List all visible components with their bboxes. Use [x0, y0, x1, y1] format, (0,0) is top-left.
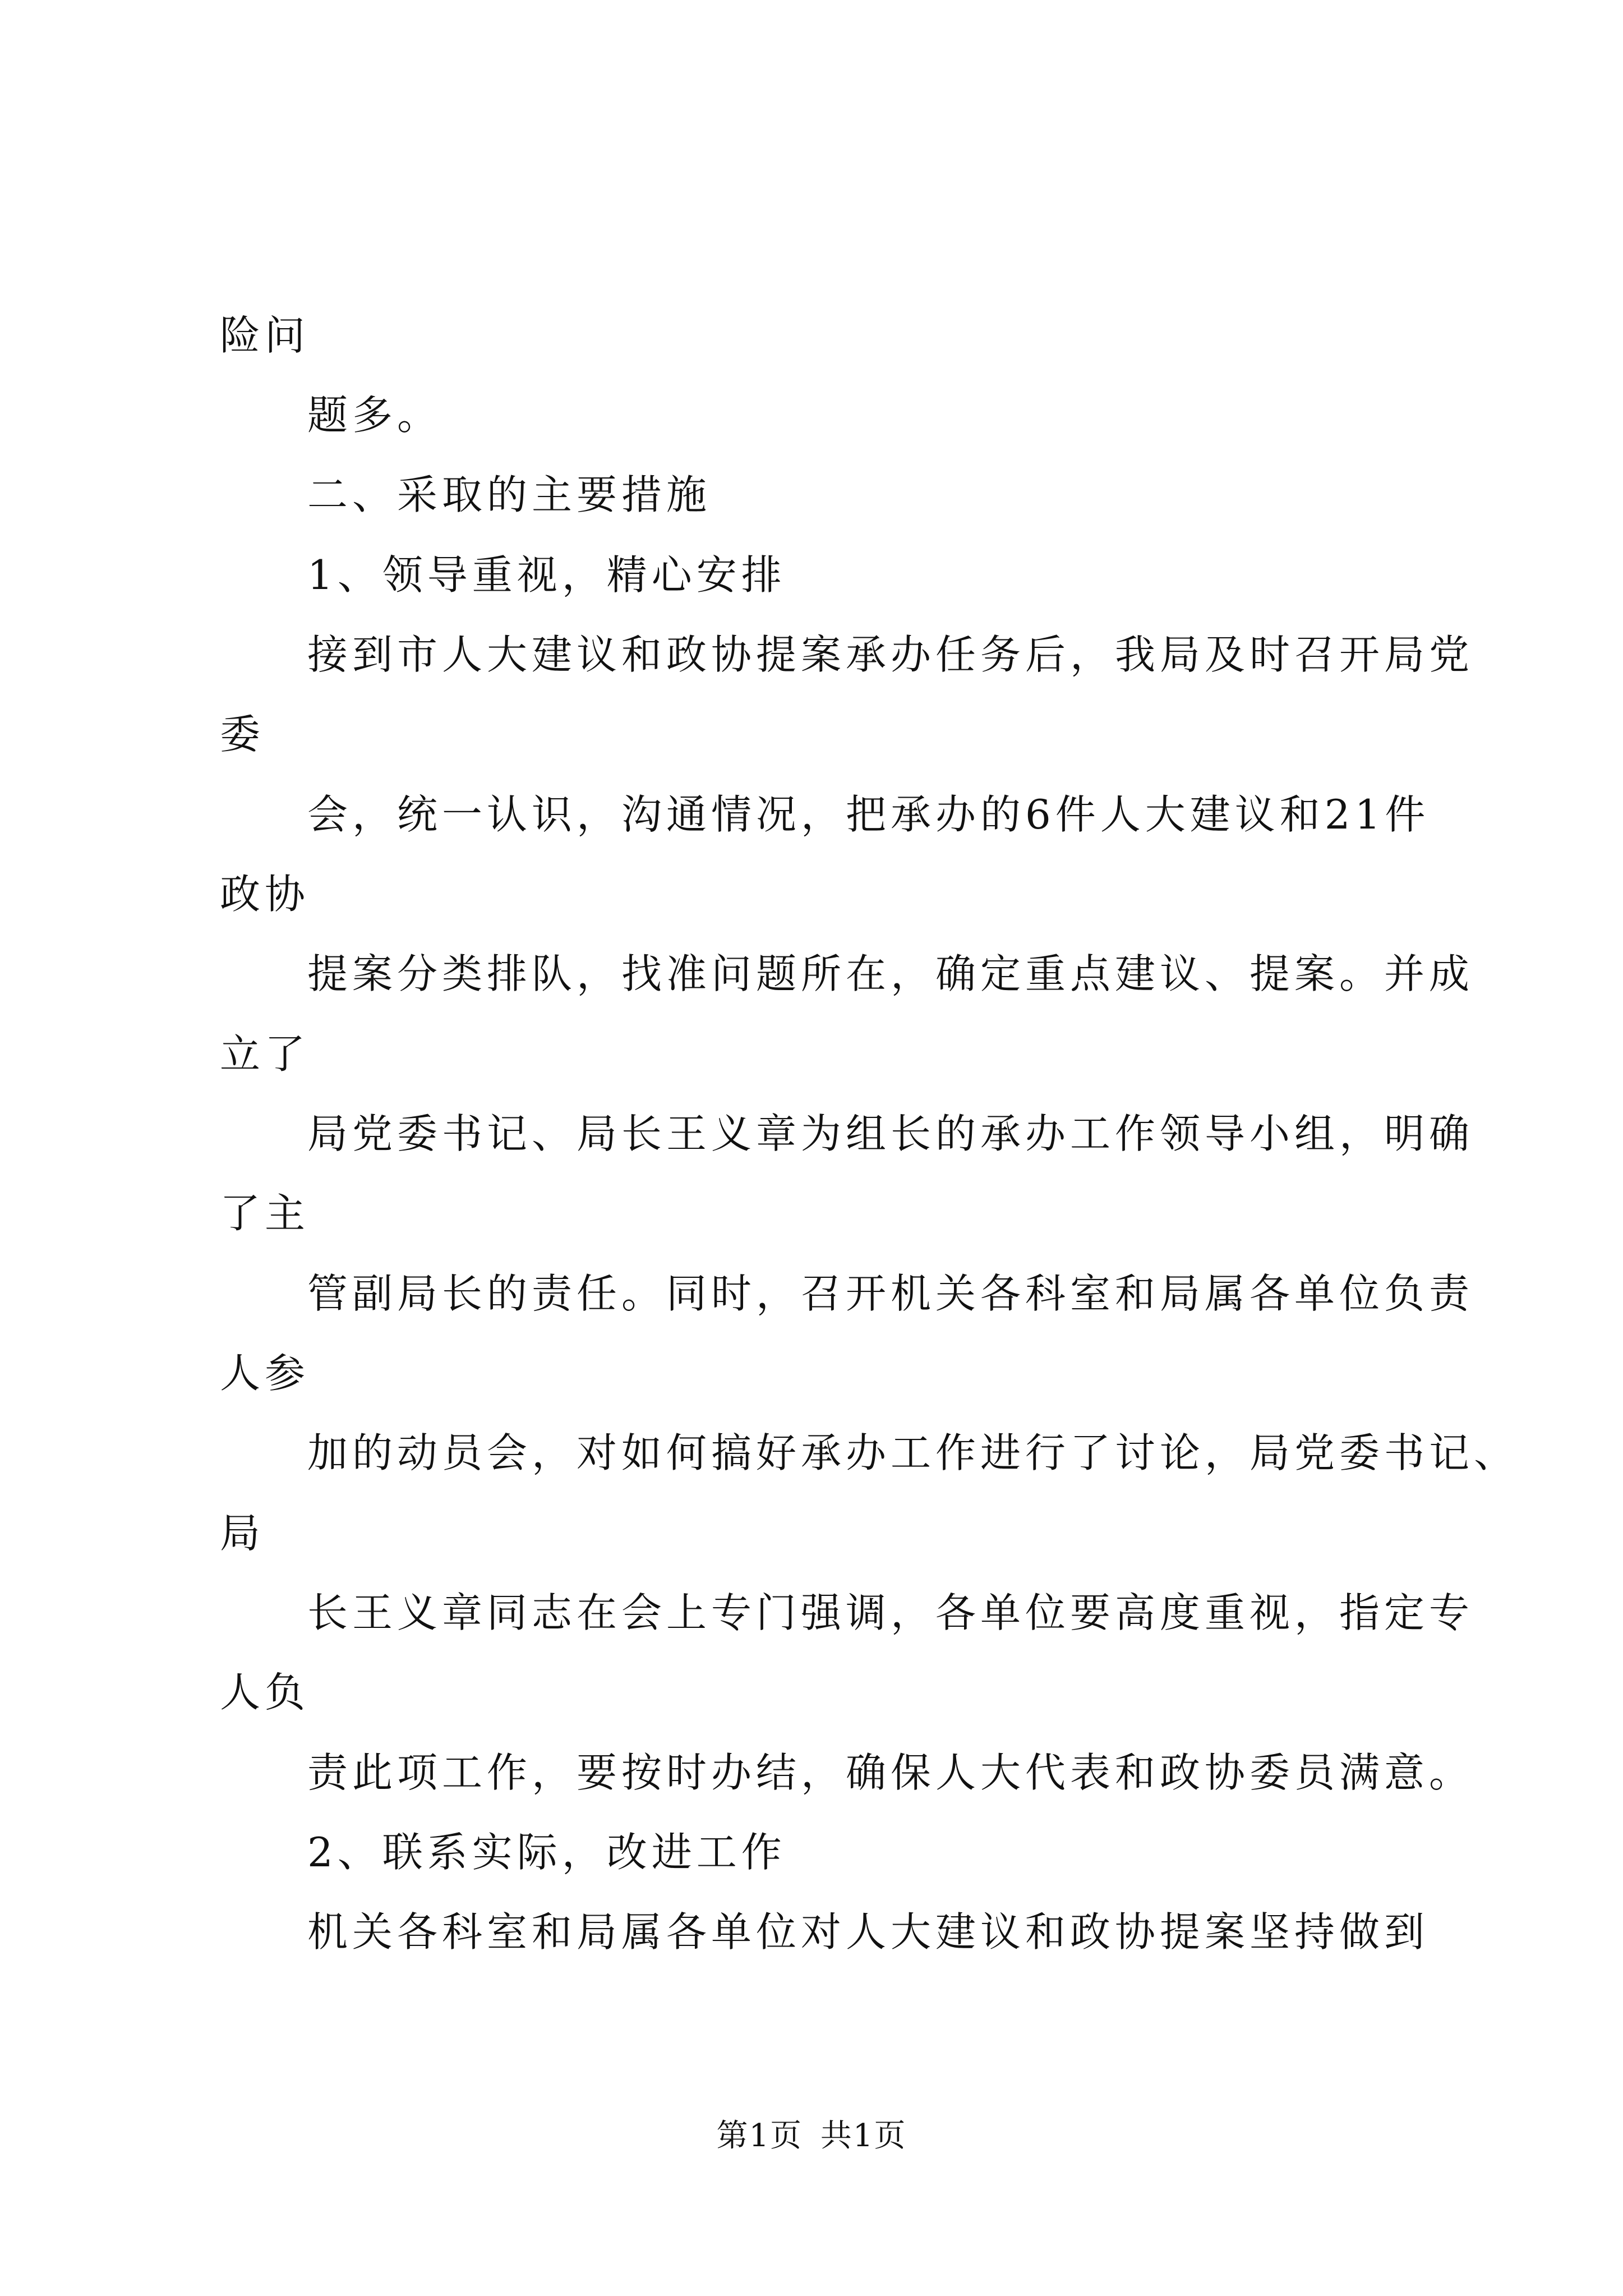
text-line: 题多。: [307, 392, 442, 439]
text-line: 提案分类排队，找准问题所在，确定重点建议、提案。并成: [307, 950, 1474, 997]
text-line: 机关各科室和局属各单位对人大建议和政协提案坚持做到: [307, 1908, 1430, 1955]
text-line: 接到市人大建议和政协提案承办任务后，我局及时召开局党: [307, 631, 1474, 678]
section-heading: 二、采取的主要措施: [307, 471, 712, 518]
page-number: 第1页: [716, 2118, 803, 2154]
page-footer: [0, 2114, 1623, 2159]
text-line: 立了: [220, 1030, 310, 1078]
text-line: 政协: [220, 871, 310, 918]
text-line: 人参: [220, 1350, 310, 1397]
text-line: 加的动员会，对如何搞好承办工作进行了讨论，局党委书记、: [307, 1429, 1519, 1476]
text-line: 会，统一认识，沟通情况，把承办的6件人大建议和21件: [307, 791, 1430, 838]
text-line: 险问: [220, 312, 310, 359]
subsection-heading: 2、联系实际，改进工作: [307, 1829, 786, 1876]
text-line: 局: [220, 1510, 265, 1557]
text-line: 了主: [220, 1190, 310, 1237]
text-line: 委: [220, 711, 265, 758]
text-line: 人负: [220, 1669, 310, 1716]
subsection-heading: 1、领导重视，精心安排: [307, 551, 786, 599]
text-line: 责此项工作，要按时办结，确保人大代表和政协委员满意。: [307, 1749, 1474, 1796]
text-line: 管副局长的责任。同时，召开机关各科室和局属各单位负责: [307, 1270, 1474, 1317]
page-total: 共1页: [820, 2118, 907, 2154]
text-line: 长王义章同志在会上专门强调，各单位要高度重视，指定专: [307, 1589, 1474, 1636]
text-line: 局党委书记、局长王义章为组长的承办工作领导小组，明确: [307, 1110, 1474, 1157]
